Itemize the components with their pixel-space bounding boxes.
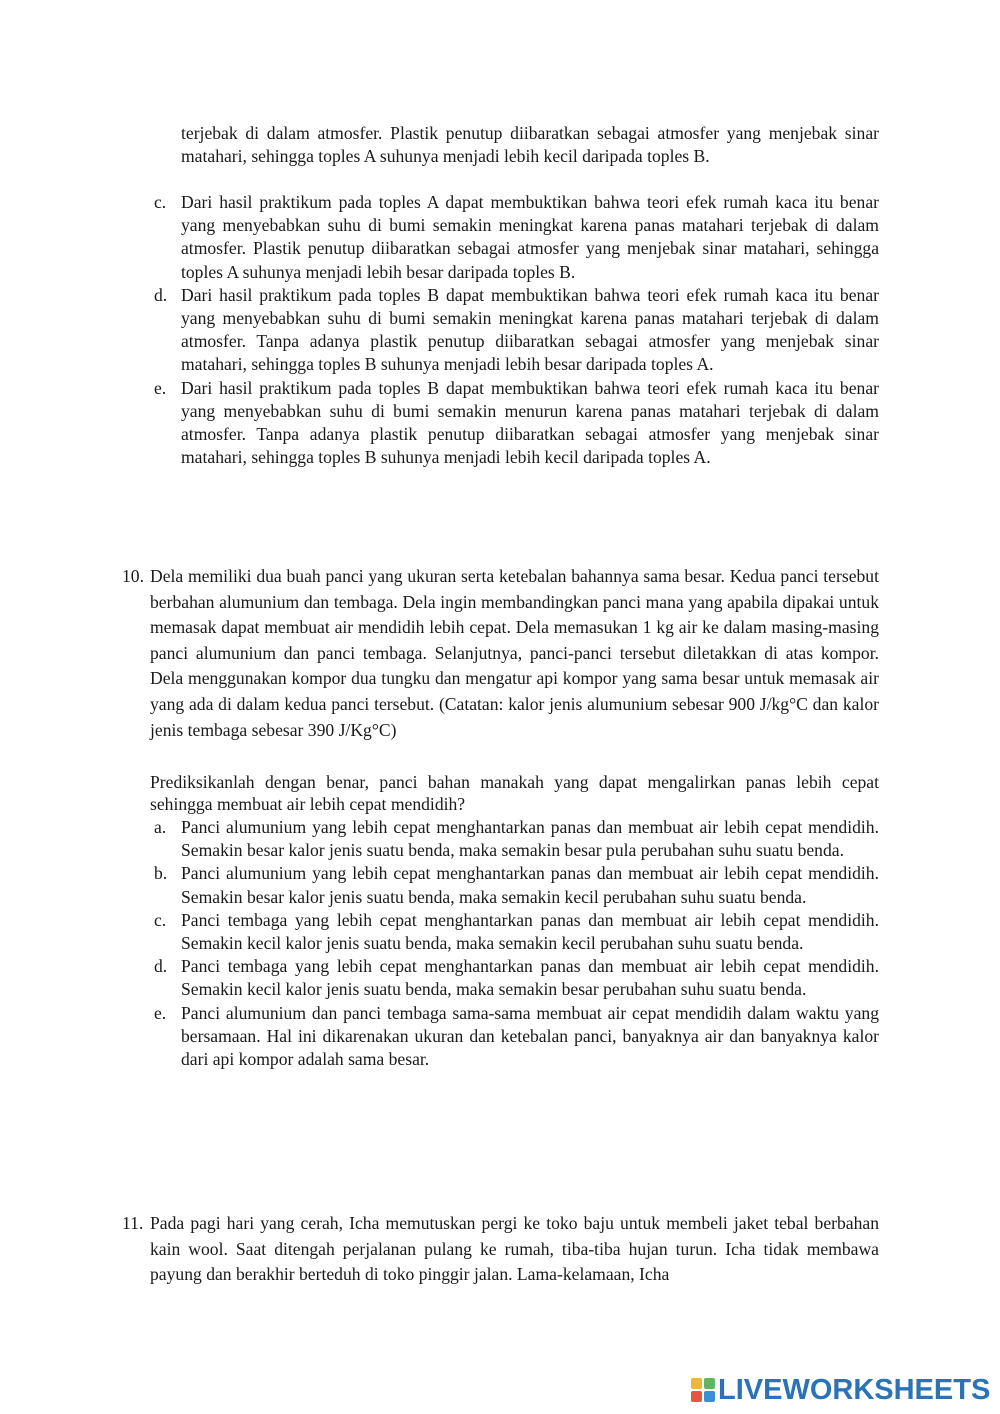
option-text: Panci alumunium yang lebih cepat menghantarkan panas dan membuat air lebih cepat mendidih. Semakin besar kalor jenis suatu benda, maka semakin besar pula perubahan suhu suatu benda.	[181, 817, 879, 861]
q10-option-b[interactable]	[150, 862, 879, 908]
option-text: Dari hasil praktikum pada toples B dapat membuktikan bahwa teori efek rumah kaca itu benar yang menyebabkan suhu di bumi semakin menurun karena panas matahari terjebak di dalam atmosfer. Tanpa adanya plastik penutup diibaratkan sebagai atmosfer yang menjebak sinar matahari, sehingga toples B suhunya menjadi lebih kecil daripada toples A.	[181, 377, 879, 468]
logo-text: LIVEWORKSHEETS	[718, 1373, 991, 1406]
option-letter: b.	[154, 863, 168, 884]
option-text: Panci alumunium yang lebih cepat menghantarkan panas dan membuat air lebih cepat mendidih. Semakin besar kalor jenis suatu benda, maka semakin kecil perubahan suhu suatu benda.	[181, 863, 879, 907]
q10-option-c[interactable]	[150, 909, 879, 955]
logo-square	[704, 1378, 715, 1389]
q9-options	[150, 191, 879, 469]
option-letter: c.	[154, 909, 167, 930]
option-text: Panci alumunium dan panci tembaga sama-sama membuat air cepat mendidih dalam waktu yang bersamaan. Hal ini dikarenakan ukuran dan ketebalan panci, banyaknya air dan banyaknya kalor dari api kompor adalah sama besar.	[181, 1002, 879, 1070]
q10-options	[150, 816, 879, 1071]
question-number: 10.	[122, 566, 144, 586]
option-text: Dari hasil praktikum pada toples A dapat membuktikan bahwa teori efek rumah kaca itu benar yang menyebabkan suhu di bumi semakin meningkat karena panas matahari terjebak di dalam atmosfer. Plastik penutup diibaratkan sebagai atmosfer yang menjebak sinar matahari, sehingga toples A suhunya menjadi lebih besar daripada toples B.	[181, 192, 879, 282]
q10-option-d[interactable]	[150, 955, 879, 1001]
logo-square	[691, 1378, 702, 1389]
q9-option-d[interactable]	[150, 284, 879, 377]
q9-option-b-continuation: terjebak di dalam atmosfer. Plastik penutup diibaratkan sebagai atmosfer yang menjebak sinar matahari, sehingga toples A suhunya menjadi lebih kecil daripada toples B.	[181, 123, 879, 167]
liveworksheets-logo	[691, 1373, 990, 1407]
question-10-prompt: Prediksikanlah dengan benar, panci bahan manakah yang dapat mengalirkan panas lebih cepat sehingga membuat air lebih cepat mendidih?	[150, 772, 879, 814]
option-letter: d.	[154, 284, 168, 305]
option-text: Panci tembaga yang lebih cepat menghantarkan panas dan membuat air lebih cepat mendidih. Semakin kecil kalor jenis suatu benda, maka semakin besar perubahan suhu suatu benda.	[181, 956, 879, 1000]
option-letter: a.	[154, 817, 167, 837]
option-letter: e.	[154, 377, 167, 398]
option-text: Panci tembaga yang lebih cepat menghantarkan panas dan membuat air lebih cepat mendidih. Semakin kecil kalor jenis suatu benda, maka semakin kecil perubahan suhu suatu benda.	[181, 909, 879, 954]
option-letter: d.	[154, 956, 168, 977]
question-10	[122, 564, 879, 743]
question-number: 11.	[122, 1213, 144, 1233]
q10-option-a[interactable]	[150, 816, 879, 862]
option-letter: c.	[154, 192, 167, 212]
question-text: Pada pagi hari yang cerah, Icha memutuskan pergi ke toko baju untuk membeli jaket tebal berbahan kain wool. Saat ditengah perjalanan pulang ke rumah, tiba-tiba hujan turun. Icha tidak membawa payung dan berakhir berteduh di toko pinggir jalan. Lama-kelamaan, Icha	[150, 1213, 879, 1285]
logo-square	[704, 1391, 715, 1402]
liveworksheets-logo-icon	[691, 1378, 715, 1402]
logo-square	[691, 1391, 702, 1402]
option-letter: e.	[154, 1002, 167, 1023]
option-text: Dari hasil praktikum pada toples B dapat membuktikan bahwa teori efek rumah kaca itu benar yang menyebabkan suhu di bumi semakin meningkat karena panas matahari terjebak di dalam atmosfer. Tanpa adanya plastik penutup diibaratkan sebagai atmosfer yang menjebak sinar matahari, sehingga toples B suhunya menjadi lebih besar daripada toples A.	[181, 284, 879, 375]
q10-option-e[interactable]	[150, 1002, 879, 1072]
question-text: Dela memiliki dua buah panci yang ukuran serta ketebalan bahannya sama besar. Kedua panci tersebut berbahan alumunium dan tembaga. Dela ingin membandingkan panci mana yang apabila dipakai untuk memasak dapat membuat air mendidih lebih cepat. Dela memasukan 1 kg air ke dalam masing-masing panci alumunium dan panci tembaga. Selanjutnya, panci-panci tersebut diletakkan di atas kompor. Dela menggunakan kompor dua tungku dan mengatur api kompor yang sama besar untuk memasak air yang ada di dalam kedua panci tersebut. (Catatan: kalor jenis alumunium sebesar 900 J/kg°C dan kalor jenis tembaga sebesar 390 J/Kg°C)	[150, 566, 879, 740]
q9-option-c[interactable]	[150, 191, 879, 284]
question-11	[122, 1211, 879, 1288]
q9-option-e[interactable]	[150, 377, 879, 470]
